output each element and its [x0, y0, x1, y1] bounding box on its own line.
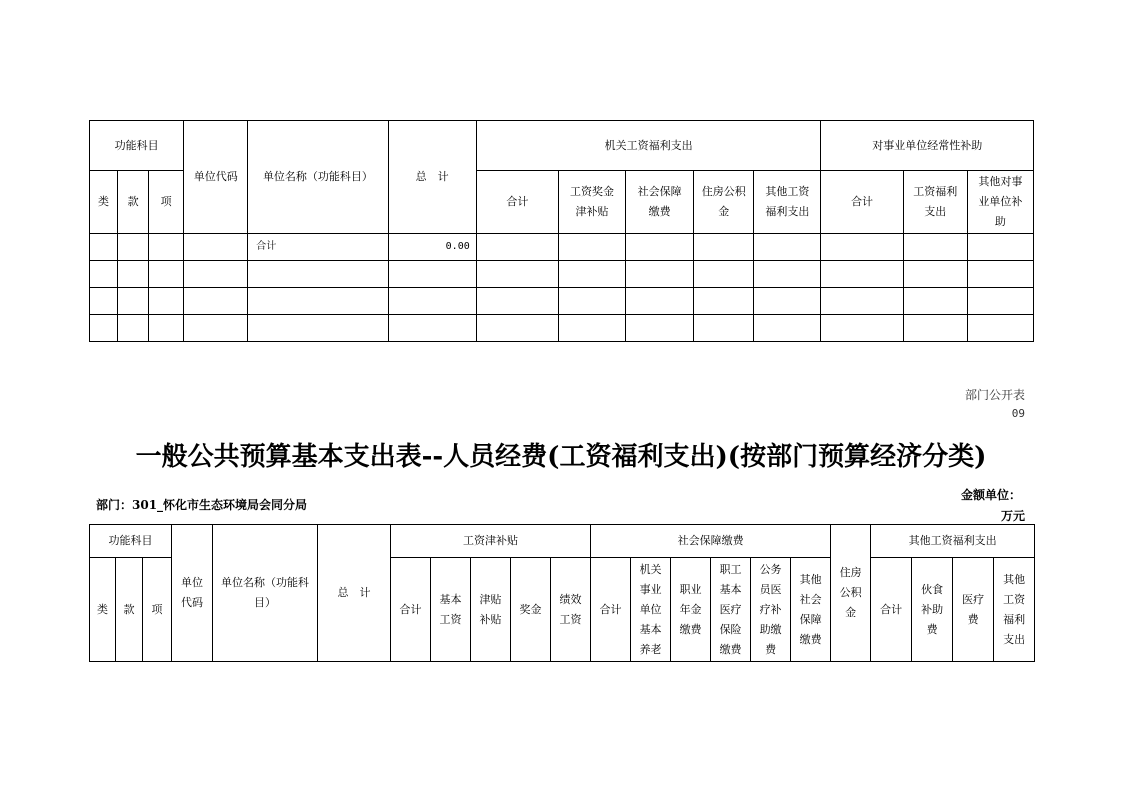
header-meal-subsidy: 伙食 补助 费 — [912, 558, 953, 662]
header-unit-name: 单位名称（功能科目） — [248, 121, 388, 234]
personnel-expense-table-top — [89, 120, 1034, 342]
header-pension: 机关 事业 单位 基本 养老 — [631, 558, 671, 662]
header-medical-insurance: 职工 基本 医疗 保险 缴费 — [711, 558, 751, 662]
header-basic-wage: 基本 工资 — [431, 558, 471, 662]
header-xiang: 项 — [143, 558, 172, 662]
header-agency-wages: 机关工资福利支出 — [476, 121, 821, 171]
header-social-security: 社会保障 缴费 — [626, 171, 694, 234]
table-row — [90, 234, 1034, 261]
header-housing-fund: 住房 公积 金 — [831, 525, 871, 662]
header-unit-name: 单位名称（功能科 目） — [213, 525, 318, 662]
header-occupational-annuity: 职业 年金 缴费 — [671, 558, 711, 662]
header-bonus: 奖金 — [511, 558, 551, 662]
header-wage-allowance: 工资津补贴 — [391, 525, 591, 558]
header-civil-servant-medical: 公务 员医 疗补 助缴 费 — [751, 558, 791, 662]
header-other-social: 其他 社会 保障 缴费 — [791, 558, 831, 662]
header-allowance: 津贴 补贴 — [471, 558, 511, 662]
header-other-institution-subsidy: 其他对事 业单位补 助 — [967, 171, 1033, 234]
header-lei: 类 — [90, 171, 118, 234]
disclosure-tag: 部门公开表 — [964, 388, 1025, 402]
header-gongneng-kemu: 功能科目 — [90, 525, 172, 558]
page-title: 一般公共预算基本支出表--人员经费(工资福利支出)(按部门预算经济分类) — [135, 442, 987, 472]
header-wage-bonus: 工资奖金 津补贴 — [558, 171, 625, 234]
header-total: 总 计 — [318, 525, 391, 662]
header-other-wage-welfare: 其他工资福利支出 — [871, 525, 1035, 558]
table-row — [90, 288, 1034, 315]
header-kuan: 款 — [118, 171, 149, 234]
header-subtotal-social: 合计 — [591, 558, 631, 662]
department-label: 部门：301_怀化市生态环境局会同分局 — [96, 498, 308, 512]
header-total: 总 计 — [388, 121, 476, 234]
total-row-label: 合计 — [248, 234, 388, 261]
header-wage-welfare: 工资福利 支出 — [903, 171, 967, 234]
personnel-expense-table-bottom — [89, 524, 1035, 662]
header-unit-code: 单位 代码 — [172, 525, 213, 662]
amount-unit-value: 万元 — [1000, 509, 1025, 523]
header-other-wages: 其他工资 福利支出 — [754, 171, 821, 234]
header-lei: 类 — [90, 558, 116, 662]
header-subtotal-wages: 合计 — [391, 558, 431, 662]
amount-unit-label: 金额单位： — [960, 488, 1021, 502]
header-subtotal-other: 合计 — [871, 558, 912, 662]
header-medical-expense: 医疗 费 — [953, 558, 994, 662]
header-gongneng-kemu: 功能科目 — [90, 121, 184, 171]
table-row — [90, 261, 1034, 288]
header-other-wage-expense: 其他 工资 福利 支出 — [994, 558, 1035, 662]
header-institution-subsidy: 对事业单位经常性补助 — [821, 121, 1034, 171]
header-social-security: 社会保障缴费 — [591, 525, 831, 558]
header-performance-wage: 绩效 工资 — [551, 558, 591, 662]
header-kuan: 款 — [116, 558, 143, 662]
table-row — [90, 315, 1034, 342]
header-subtotal-a: 合计 — [476, 171, 558, 234]
header-xiang: 项 — [149, 171, 184, 234]
header-unit-code: 单位代码 — [184, 121, 248, 234]
table-number: 09 — [1011, 407, 1025, 420]
total-row-value: 0.00 — [388, 234, 476, 261]
header-subtotal-b: 合计 — [821, 171, 903, 234]
header-housing-fund: 住房公积 金 — [694, 171, 754, 234]
